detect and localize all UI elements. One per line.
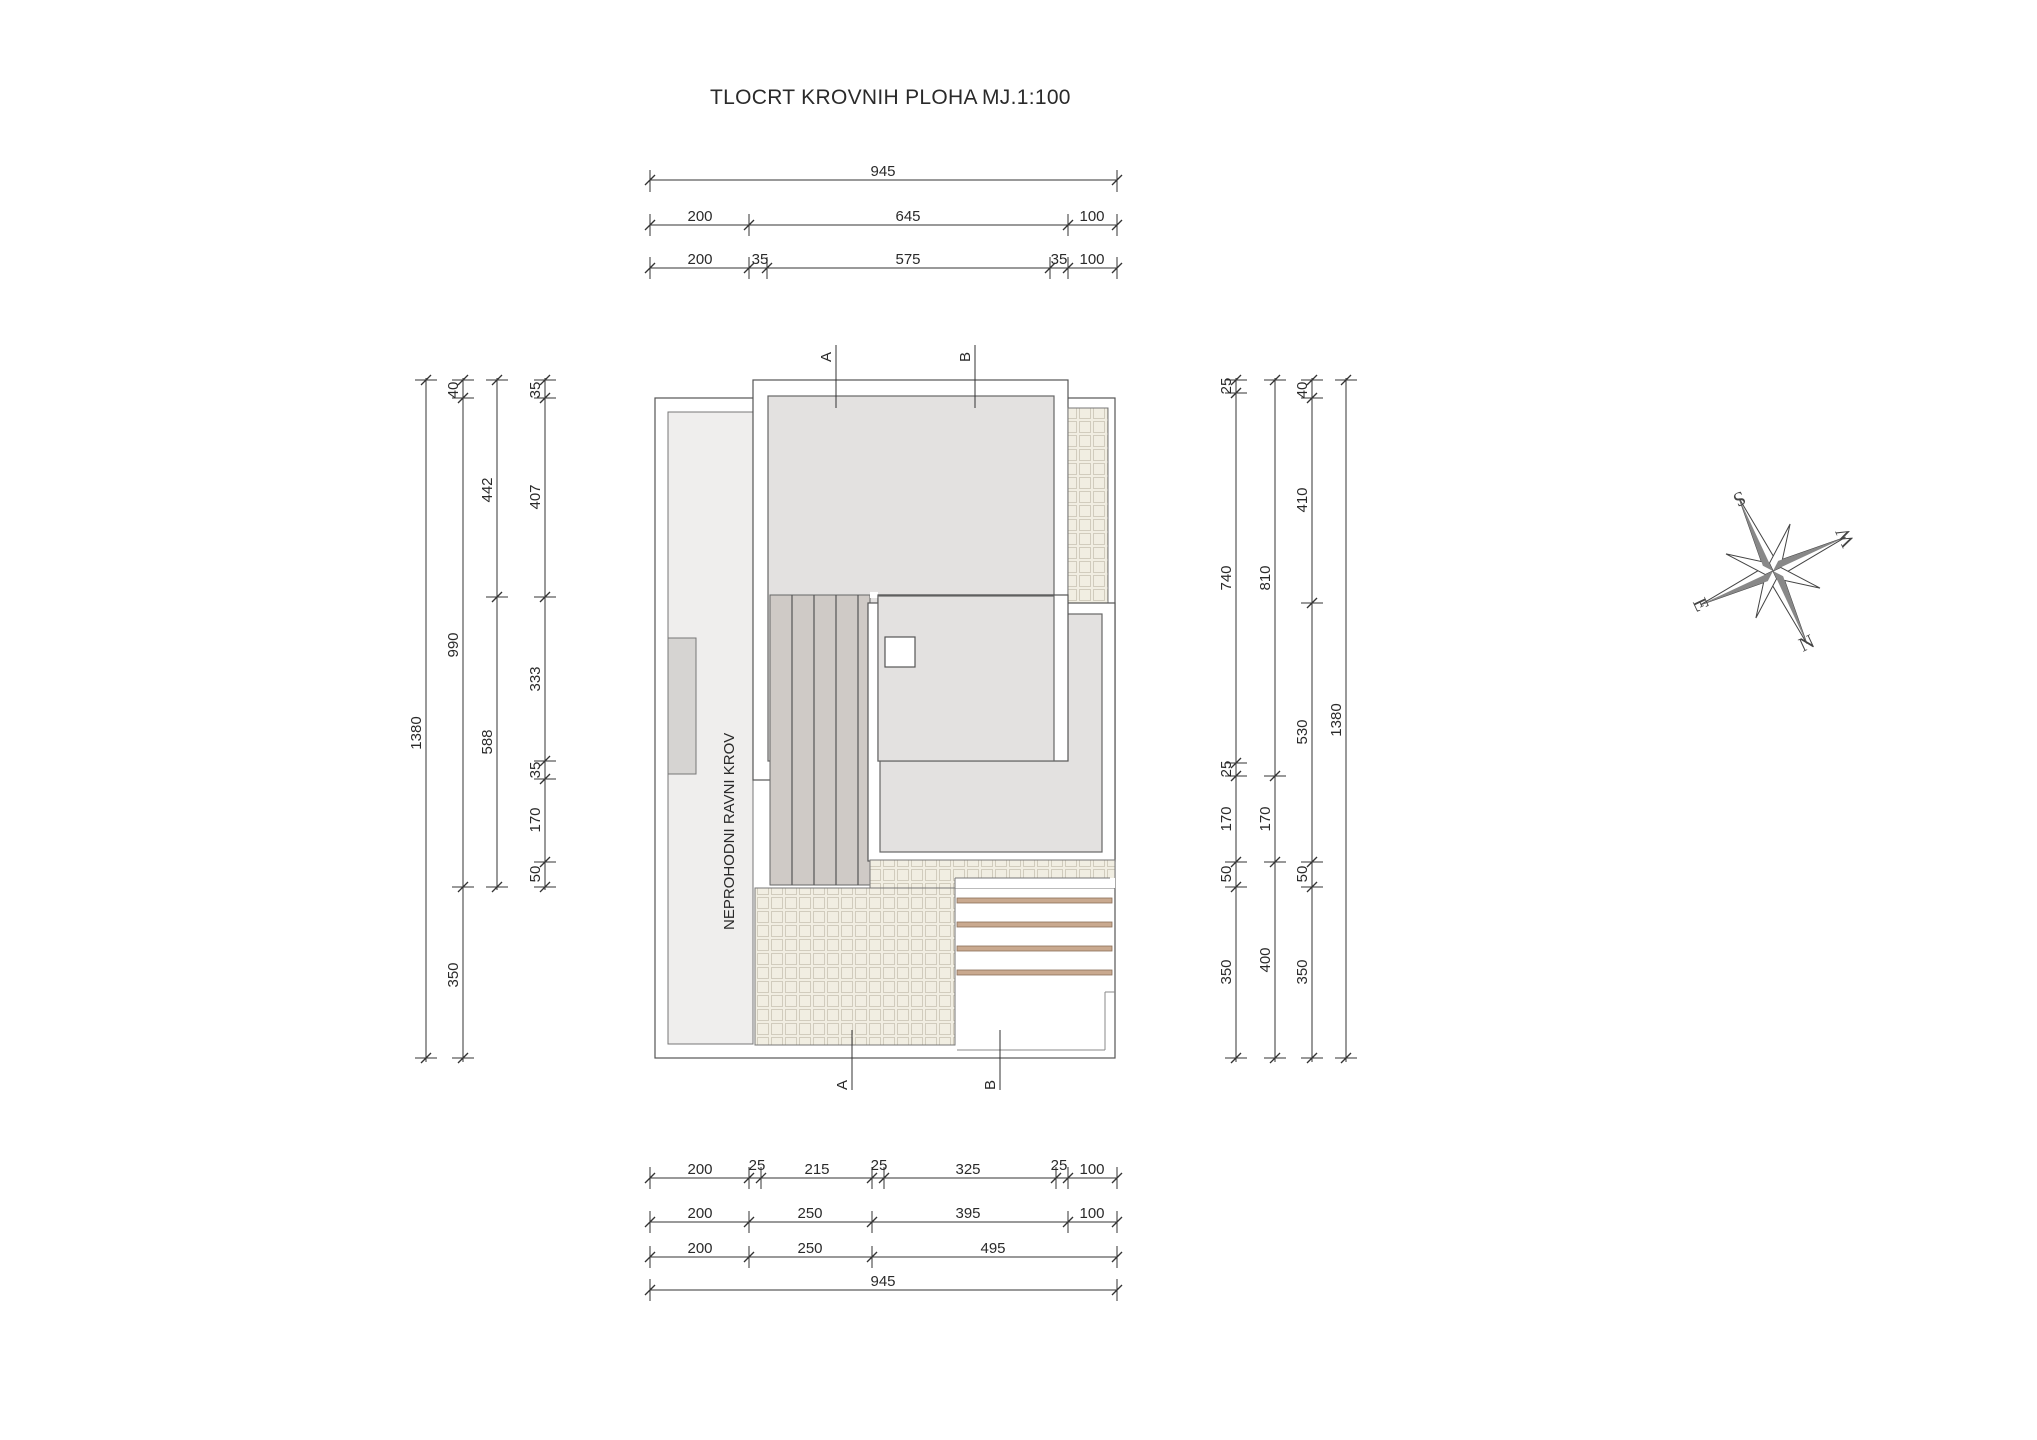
dim-bottom-r1-6: 25: [1050, 1157, 1068, 1174]
tiled-strip-top: [1068, 408, 1108, 603]
dim-right-c2-3: 400: [1257, 947, 1274, 973]
dim-bottom-r1-7: 100: [1079, 1161, 1105, 1178]
dim-bottom-r2-1: 200: [687, 1205, 713, 1222]
dim-left-c4-3: 333: [527, 666, 544, 692]
dim-right-c3-3: 530: [1294, 719, 1311, 745]
title-text: TLOCRT KROVNIH PLOHA: [710, 86, 978, 109]
section-mark-a-bottom: A: [834, 1079, 851, 1090]
dim-left-c4-1: 35: [527, 381, 544, 399]
dim-bottom-r2-2: 250: [797, 1205, 823, 1222]
pergola-beam: [957, 970, 1112, 975]
dim-right-total: 1380: [1328, 703, 1345, 737]
dim-bottom-r1-4: 25: [870, 1157, 888, 1174]
section-mark-a-top: A: [818, 351, 835, 362]
dim-bottom-r1-2: 25: [748, 1157, 766, 1174]
dim-top-r3-1: 200: [687, 251, 713, 268]
dim-bottom-r3-2: 250: [797, 1240, 823, 1257]
dim-top-r2-2: 645: [895, 208, 921, 225]
dim-left-c4-4: 35: [527, 761, 544, 779]
dim-right-c1-5: 50: [1218, 865, 1235, 883]
roof-label: NEPROHODNI RAVNI KROV: [721, 732, 738, 930]
pergola-beam: [957, 946, 1112, 951]
dim-right-c3-4: 50: [1294, 865, 1311, 883]
dim-right-c2-2: 170: [1257, 806, 1274, 832]
dim-right-c3-5: 350: [1294, 959, 1311, 985]
compass-label-w: W: [1831, 523, 1860, 551]
dim-right-c1-6: 350: [1218, 959, 1235, 985]
dim-right-c1-2: 740: [1218, 565, 1235, 591]
dim-top-r2-1: 200: [687, 208, 713, 225]
dim-top-r3-3: 575: [895, 251, 921, 268]
dim-right-c1-3: 25: [1218, 760, 1235, 778]
dim-top-r2-3: 100: [1079, 208, 1105, 225]
pergola-beam: [957, 898, 1112, 903]
dim-bottom-r2-4: 100: [1079, 1205, 1105, 1222]
dim-left-c3-1: 442: [479, 477, 496, 503]
dim-right-c1-4: 170: [1218, 806, 1235, 832]
dim-top-r3-4: 35: [1050, 251, 1068, 268]
dim-left-c4-5: 170: [527, 807, 544, 833]
compass-label-s: S: [1729, 486, 1749, 511]
tiled-terrace: [755, 888, 955, 1045]
dim-top-total: 945: [870, 163, 896, 180]
left-dimensions: [408, 375, 556, 1063]
dim-bottom-r3-3: 495: [980, 1240, 1006, 1257]
dim-right-c3-1: 40: [1294, 381, 1311, 399]
right-dimensions: [1218, 375, 1357, 1063]
dim-left-total: 1380: [408, 716, 425, 750]
dim-left-c2-2: 990: [445, 632, 462, 658]
drawing-title: [710, 86, 1071, 109]
pergola-beam: [957, 922, 1112, 927]
dim-right-c2-1: 810: [1257, 565, 1274, 591]
bottom-dimensions: [645, 1157, 1122, 1301]
dim-bottom-r1-5: 325: [955, 1161, 981, 1178]
dim-bottom-r1-1: 200: [687, 1161, 713, 1178]
roof-plan: [655, 345, 1115, 1090]
roof-slats: [770, 595, 870, 885]
dim-bottom-r2-3: 395: [955, 1205, 981, 1222]
dim-right-c1-1: 25: [1218, 377, 1235, 395]
dim-top-r3-2: 35: [751, 251, 769, 268]
top-dimensions: [645, 163, 1122, 279]
compass-rose: [1688, 486, 1860, 656]
dim-left-c3-2: 588: [479, 729, 496, 755]
scale-text: MJ.1:100: [982, 86, 1071, 109]
dim-bottom-r3-1: 200: [687, 1240, 713, 1257]
section-mark-b-top: B: [957, 351, 974, 362]
dim-left-c2-3: 350: [445, 962, 462, 988]
dim-left-c4-2: 407: [527, 484, 544, 510]
dim-right-c3-2: 410: [1294, 487, 1311, 513]
dim-bottom-r1-3: 215: [804, 1161, 830, 1178]
dim-left-c2-1: 40: [445, 381, 462, 399]
skylight: [668, 638, 696, 774]
dim-left-c4-6: 50: [527, 865, 544, 883]
section-mark-b-bottom: B: [982, 1079, 999, 1090]
compass-label-n: N: [1795, 630, 1819, 657]
dim-bottom-total: 945: [870, 1273, 896, 1290]
dim-top-r3-5: 100: [1079, 251, 1105, 268]
compass-label-e: E: [1687, 594, 1714, 615]
